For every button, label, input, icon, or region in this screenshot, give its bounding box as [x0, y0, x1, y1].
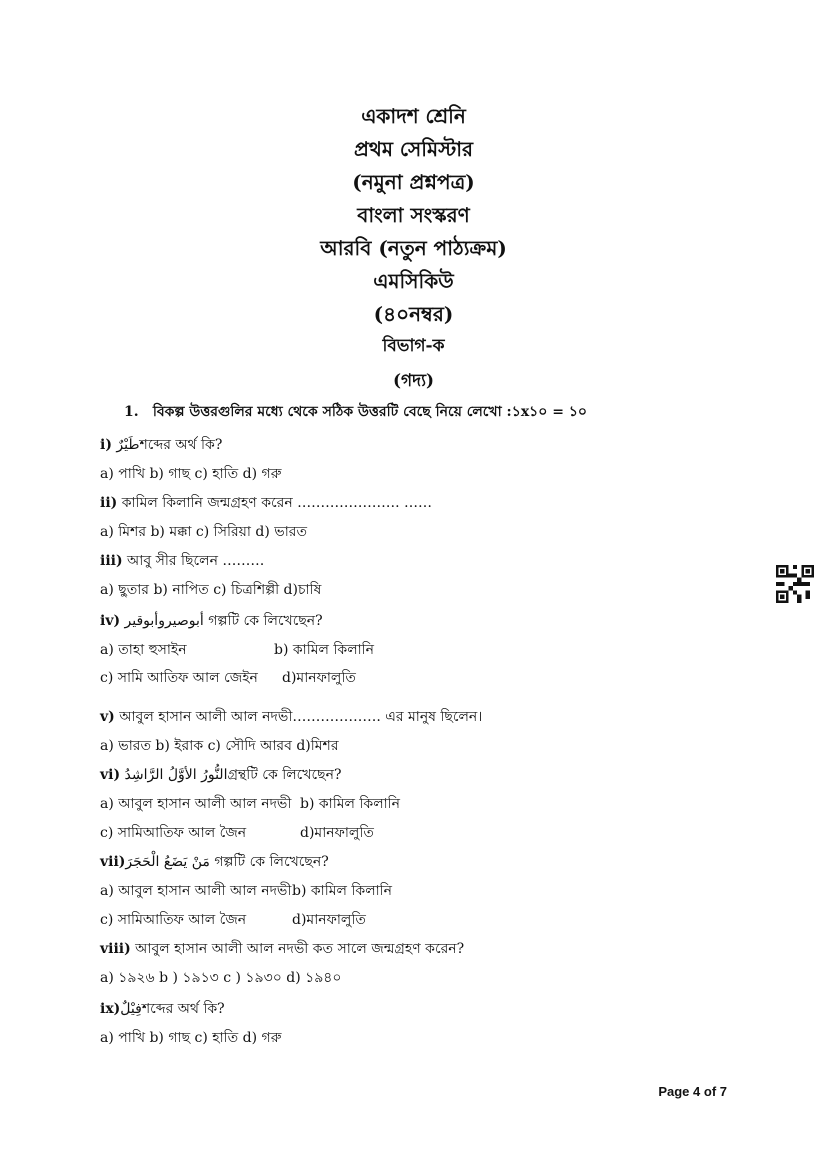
question-instruction — [124, 400, 587, 424]
page-footer — [658, 1084, 727, 1099]
question-line — [100, 705, 482, 729]
answer-options-line — [100, 908, 246, 932]
option-text: c) সামিআতিফ আল জৈন — [100, 825, 247, 841]
question-text: কামিল কিলানি জন্মগ্রহণ করেন …………………. …… — [117, 495, 433, 511]
option-text: a) ছুতার b) নাপিত c) চিত্রশিল্পী d)চাষি — [100, 582, 322, 598]
header-format: এমসিকিউ — [373, 269, 454, 293]
answer-options-line — [100, 734, 339, 758]
option-text: a) মিশর b) মক্কা c) সিরিয়া d) ভারত — [100, 524, 307, 540]
answer-options-line — [100, 879, 291, 903]
option-text-second-column: b) কামিল কিলানি — [274, 642, 375, 658]
option-text: a) পাখি b) গাছ c) হাতি d) গরু — [100, 1030, 282, 1046]
option-text-second-column: d)মানফালুতি — [292, 912, 366, 928]
option-text: a) আবুল হাসান আলী আল নদভী — [100, 796, 292, 812]
answer-options-line — [100, 966, 341, 990]
question-text: مَنْ يَضَعُ الْحَجَرَ গল্পটি কে লিখেছেন? — [125, 854, 329, 870]
answer-options-line — [100, 638, 187, 662]
option-text: c) সামি আতিফ আল জেইন — [100, 670, 258, 686]
answer-options-line — [100, 821, 246, 845]
question-line — [100, 997, 225, 1021]
option-text-second-column: b) কামিল কিলানি — [300, 796, 401, 812]
footer-page: 4 — [693, 1084, 701, 1099]
question-line — [100, 491, 432, 515]
question-number: 1. — [124, 404, 139, 420]
question-line — [100, 609, 323, 633]
answer-options-line — [100, 520, 307, 544]
option-text: a) ভারত b) ইরাক c) সৌদি আরব d)মিশর — [100, 738, 339, 754]
footer-prefix: Page — [658, 1084, 694, 1099]
header-paper-type: (নমুনা প্রশ্নপত্র) — [352, 170, 475, 194]
sub-question-number: vi) — [100, 767, 121, 783]
answer-options-line — [100, 792, 291, 816]
question-text: আবু সীর ছিলেন ……… — [122, 553, 265, 569]
qr-code-icon — [776, 565, 814, 603]
option-text: c) সামিআতিফ আল জৈন — [100, 912, 247, 928]
question-text: فِيْلٌশব্দের অর্থ কি? — [120, 1001, 225, 1017]
question-line — [100, 433, 222, 457]
option-text: a) আবুল হাসান আলী আল নদভী — [100, 883, 292, 899]
option-text: a) ১৯২৬ b ) ১৯১৩ c ) ১৯৩০ d) ১৯৪০ — [100, 970, 342, 986]
footer-total: 7 — [719, 1084, 727, 1099]
question-text: النُّورُ الأوَّلُ الرَّاشِدُগ্রন্থটি কে লিখেছেন? — [120, 767, 342, 783]
sub-section-title: (গদ্য) — [392, 371, 435, 391]
answer-options-line — [100, 462, 281, 486]
sub-question-number: viii) — [100, 941, 131, 957]
header-class: একাদশ শ্রেনি — [361, 104, 466, 128]
sub-question-number: ix) — [100, 1001, 121, 1017]
question-line — [100, 850, 329, 874]
question-line — [100, 937, 464, 961]
header-subject: আরবি (নতুন পাঠ্যক্রম) — [320, 236, 507, 260]
footer-of: of — [700, 1084, 720, 1099]
answer-options-line — [100, 578, 321, 602]
answer-options-line — [100, 1026, 281, 1050]
option-text-second-column: b) কামিল কিলানি — [292, 883, 393, 899]
sub-question-number: i) — [100, 437, 112, 453]
option-text-second-column: d)মানফালুতি — [300, 825, 374, 841]
question-text: আবুল হাসান আলী আল নদভী………………. এর মানুষ ছিলেন। — [114, 709, 483, 725]
instruction-text: বিকল্প উত্তরগুলির মধ্যে থেকে সঠিক উত্তরটি বেছে নিয়ে লেখো :১x১০ = ১০ — [152, 404, 588, 420]
sub-question-number: ii) — [100, 495, 118, 511]
header-version: বাংলা সংস্করণ — [357, 203, 470, 227]
sub-question-number: vii) — [100, 854, 126, 870]
option-text: a) পাখি b) গাছ c) হাতি d) গরু — [100, 466, 282, 482]
answer-options-line — [100, 666, 258, 690]
header-semester: প্রথম সেমিস্টার — [353, 137, 474, 161]
question-text: আবুল হাসান আলী আল নদভী কত সালে জন্মগ্রহণ করেন? — [130, 941, 465, 957]
option-text-second-column: d)মানফালুতি — [282, 670, 356, 686]
question-text: أبوصيروأبوقير গল্পটি কে লিখেছেন? — [120, 613, 323, 629]
sub-question-number: iv) — [100, 613, 121, 629]
question-line — [100, 549, 264, 573]
sub-question-number: v) — [100, 709, 115, 725]
sub-question-number: iii) — [100, 553, 123, 569]
question-text: طَيْرٌশব্দের অর্থ কি? — [111, 437, 223, 453]
option-text: a) তাহা হুসাইন — [100, 642, 187, 658]
header-marks: (৪০নম্বর) — [373, 302, 454, 326]
section-title: বিভাগ-ক — [382, 336, 445, 356]
question-line — [100, 763, 341, 787]
